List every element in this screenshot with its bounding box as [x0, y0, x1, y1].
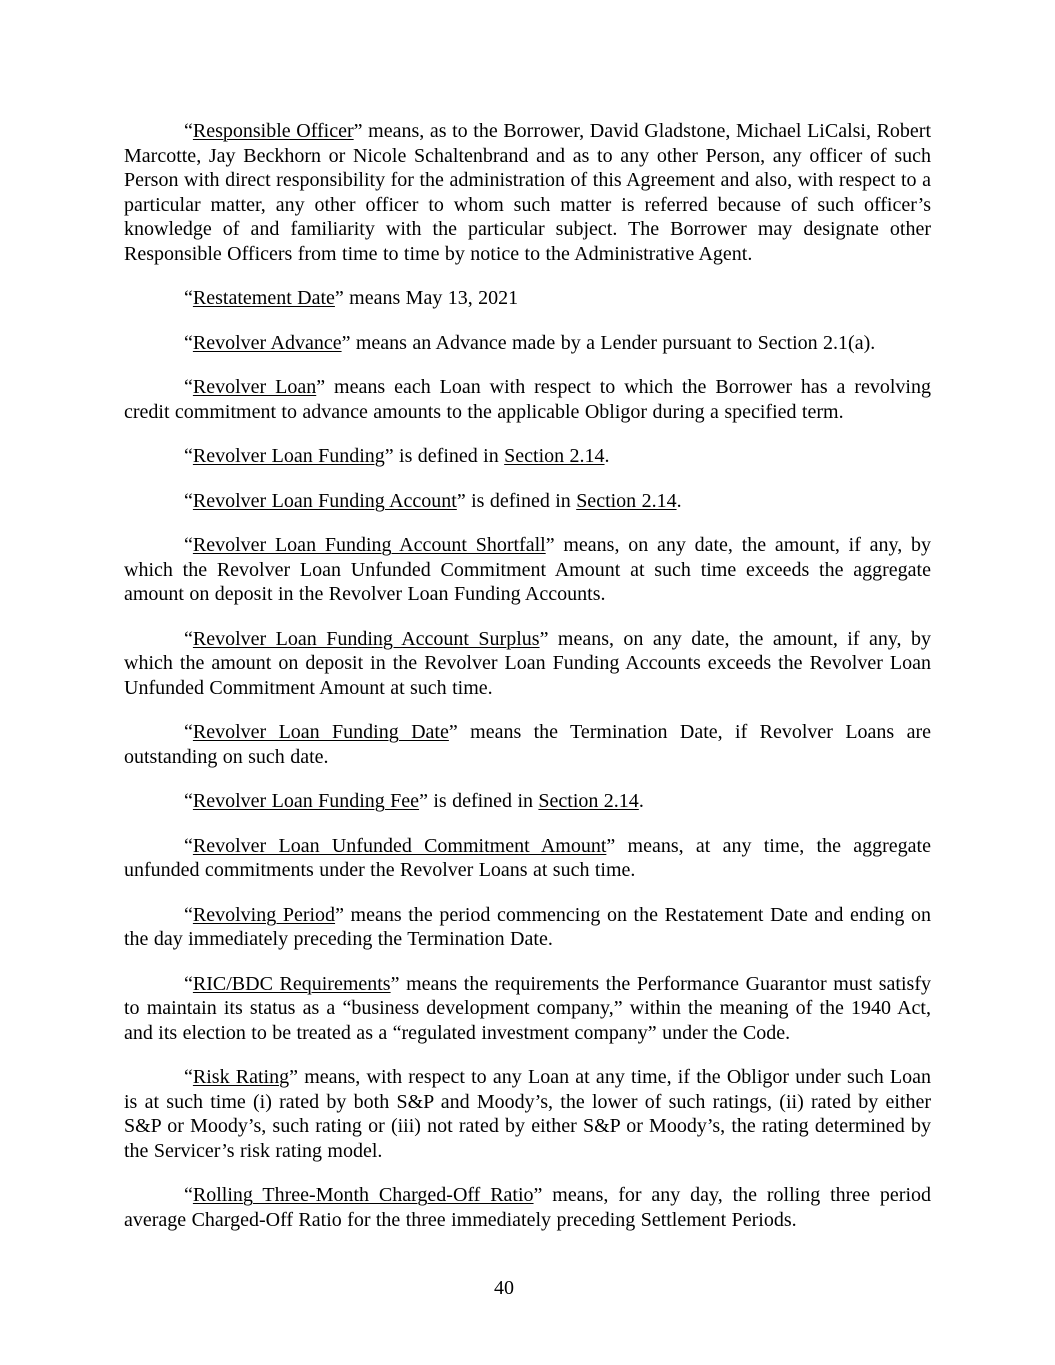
- paragraph-text: “: [184, 834, 193, 857]
- paragraph-text: “: [184, 627, 193, 650]
- defined-term: Revolver Loan Funding Account Shortfall: [192, 534, 546, 556]
- paragraph-text: “: [184, 903, 193, 926]
- paragraph-text: .: [638, 790, 644, 812]
- paragraph: [124, 720, 931, 769]
- defined-term: Revolving Period: [192, 903, 336, 926]
- defined-term: Risk Rating: [192, 1066, 290, 1088]
- paragraph: [124, 903, 931, 952]
- paragraph-text: “: [184, 790, 193, 812]
- paragraph-text: ” means the period commencing on the Restatement Date and ending on the day immediately preceding the Termination Date.: [124, 903, 931, 950]
- paragraph-text: “: [184, 534, 193, 556]
- defined-term: Section 2.14: [576, 489, 677, 512]
- paragraph-text: ” means May 13, 2021: [334, 287, 519, 309]
- paragraph: [124, 119, 931, 266]
- defined-term: Revolver Loan: [192, 376, 317, 398]
- paragraph: [124, 834, 931, 883]
- paragraph-text: ” means the requirements the Performance Guarantor must satisfy to maintain its status as a “business development company,” within the meaning of the 1940 Act, and its election to be treated as a “regulated investment company” under the Code.: [124, 972, 931, 1044]
- paragraph-text: ” means, for any day, the rolling three period average Charged-Off Ratio for the three immediately preceding Settlement Periods.: [124, 1184, 932, 1231]
- paragraph-text: ” is defined in: [456, 489, 577, 512]
- defined-term: Section 2.14: [504, 445, 605, 467]
- paragraph-text: ” means, as to the Borrower, David Gladstone, Michael LiCalsi, Robert Marcotte, Jay Beckhorn or Nicole Schaltenbrand and as to any other Person, any officer of such Person with direct responsibility for the administration of this Agreement and also, with respect to a particular matter, any other officer to whom such matter is referred because of such officer’s knowledge of and familiarity with the particular subject. The Borrower may designate other Responsible Officers from time to time by notice to the Administrative Agent.: [124, 120, 932, 265]
- defined-term: Revolver Loan Funding Fee: [192, 790, 420, 812]
- paragraph-text: ” means, with respect to any Loan at any time, if the Obligor under such Loan is at such time (i) rated by both S&P and Moody’s, the lower of such ratings, (ii) rated by either S&P or Moody’s, such rating or (iii) not rated by either S&P or Moody’s, the rating determined by the Servicer’s risk rating model.: [124, 1066, 931, 1162]
- document-body: [124, 119, 931, 1252]
- defined-term: Revolver Advance: [192, 331, 342, 354]
- paragraph-text: “: [184, 489, 193, 512]
- paragraph: [124, 331, 931, 356]
- defined-term: Rolling Three-Month Charged-Off Ratio: [192, 1184, 534, 1206]
- paragraph-text: ” means, on any date, the amount, if any, by which the amount on deposit in the Revolver Loan Funding Accounts exceeds the Revolver Loan Unfunded Commitment Amount at such time.: [124, 627, 931, 699]
- defined-term: Responsible Officer: [192, 120, 354, 142]
- paragraph: [124, 627, 931, 701]
- defined-term: Revolver Loan Unfunded Commitment Amount: [192, 834, 607, 857]
- paragraph-text: “: [184, 721, 193, 743]
- defined-term: Revolver Loan Funding Date: [192, 721, 449, 743]
- paragraph-text: ” means, at any time, the aggregate unfunded commitments under the Revolver Loans at such time.: [124, 834, 931, 881]
- defined-term: RIC/BDC Requirements: [192, 972, 391, 995]
- defined-term: Revolver Loan Funding: [192, 445, 385, 467]
- paragraph: [124, 286, 931, 311]
- paragraph-text: .: [676, 489, 682, 512]
- paragraph-text: ” means each Loan with respect to which the Borrower has a revolving credit commitment to advance amounts to the applicable Obligor during a specified term.: [124, 376, 931, 423]
- defined-term: Section 2.14: [538, 790, 639, 812]
- paragraph: [124, 489, 931, 514]
- defined-term: Revolver Loan Funding Account: [192, 489, 457, 512]
- paragraph: [124, 972, 931, 1046]
- paragraph-text: “: [184, 972, 193, 995]
- paragraph: [124, 789, 931, 814]
- paragraph: [124, 375, 931, 424]
- paragraph: [124, 1183, 931, 1232]
- paragraph-text: ” is defined in: [419, 790, 539, 812]
- paragraph-text: ” means, on any date, the amount, if any, by which the Revolver Loan Unfunded Commitment Amount at such time exceeds the aggregate amount on deposit in the Revolver Loan Funding Accounts.: [124, 534, 932, 605]
- paragraph-text: “: [184, 445, 193, 467]
- paragraph-text: ” means an Advance made by a Lender pursuant to Section 2.1(a).: [341, 331, 876, 354]
- paragraph-text: “: [184, 1066, 193, 1088]
- defined-term: Restatement Date: [192, 287, 335, 309]
- page-number: 40: [494, 1277, 514, 1299]
- paragraph: [124, 1065, 931, 1163]
- paragraph: [124, 533, 931, 607]
- paragraph-text: ” means the Termination Date, if Revolver Loans are outstanding on such date.: [124, 721, 931, 768]
- paragraph: [124, 444, 931, 469]
- defined-term: Revolver Loan Funding Account Surplus: [192, 627, 540, 650]
- paragraph-text: “: [184, 331, 193, 354]
- paragraph-text: “: [184, 1184, 193, 1206]
- paragraph-text: .: [604, 445, 610, 467]
- paragraph-text: “: [184, 287, 193, 309]
- paragraph-text: ” is defined in: [384, 445, 505, 467]
- paragraph-text: “: [184, 376, 193, 398]
- paragraph-text: “: [184, 120, 193, 142]
